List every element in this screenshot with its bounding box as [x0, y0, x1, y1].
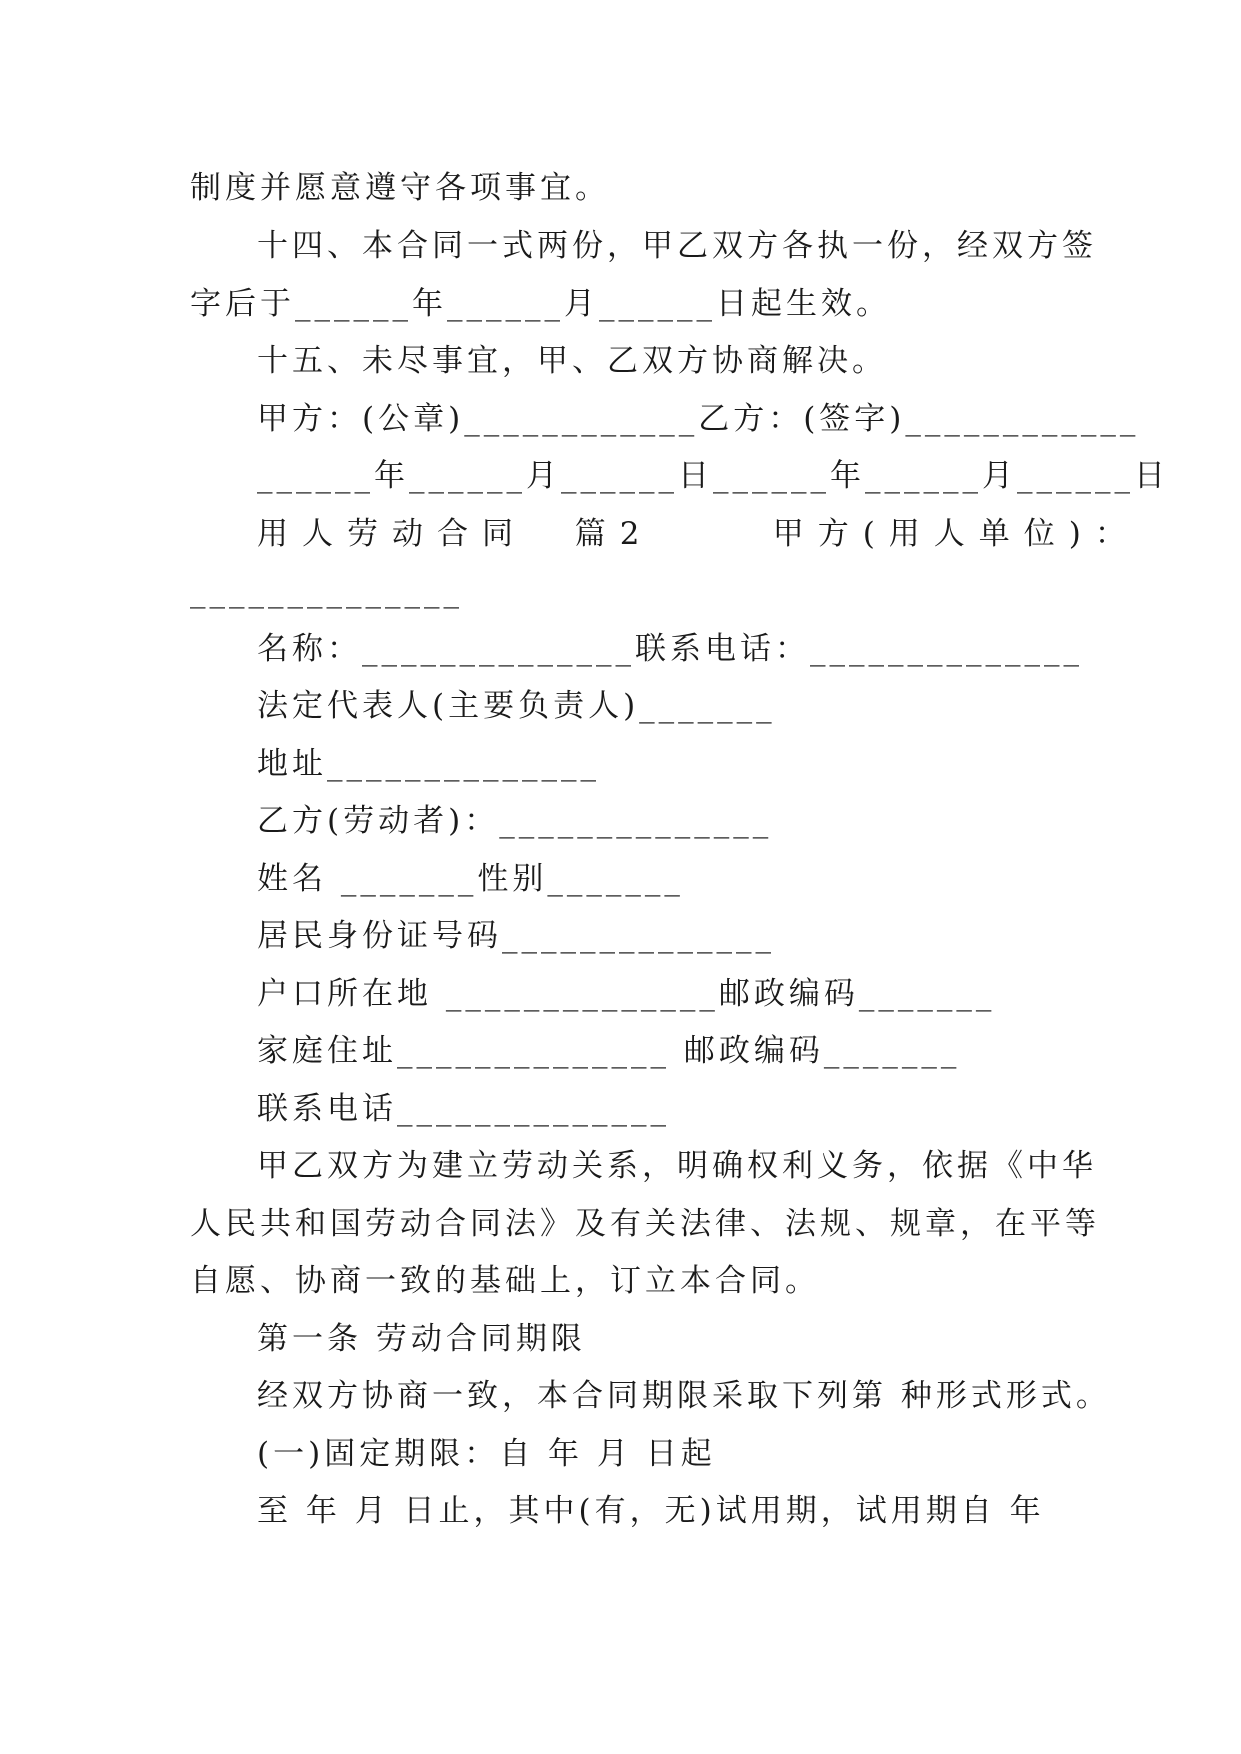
form-field-line: 姓名 _______性别_______ [257, 861, 684, 897]
form-field-line: 地址______________ [257, 746, 600, 782]
article-heading: 第一条 劳动合同期限 [257, 1321, 586, 1357]
text-line: (一)固定期限：自 年 月 日起 [257, 1436, 716, 1472]
signature-line: 甲方：(公章)____________乙方：(签字)____________ [257, 401, 1140, 437]
text-line: ______________ [190, 573, 463, 609]
form-field-line: 联系电话______________ [257, 1091, 670, 1127]
text-line: 制度并愿意遵守各项事宜。 [190, 170, 610, 206]
text-line: 至 年 月 日止，其中(有，无)试用期，试用期自 年 [257, 1493, 1045, 1529]
form-field-line: 户口所在地 ______________邮政编码_______ [257, 976, 996, 1012]
form-field-line: 法定代表人(主要负责人)_______ [257, 688, 776, 724]
text-line: 自愿、协商一致的基础上，订立本合同。 [190, 1263, 820, 1299]
form-field-line: 名称：______________联系电话：______________ [257, 631, 1083, 667]
text-line: 经双方协商一致，本合同期限采取下列第 种形式形式。 [257, 1378, 1111, 1414]
form-field-line: 乙方(劳动者)：______________ [257, 803, 773, 839]
text-line: 十四、本合同一式两份，甲乙双方各执一份，经双方签 [257, 228, 1097, 264]
form-field-line: 家庭住址______________ 邮政编码_______ [257, 1033, 961, 1069]
text-line: 甲乙双方为建立劳动关系，明确权利义务，依据《中华 [257, 1148, 1097, 1184]
form-field-line: 居民身份证号码______________ [257, 918, 775, 954]
text-line: 十五、未尽事宜，甲、乙双方协商解决。 [257, 343, 887, 379]
text-line: 字后于______年______月______日起生效。 [190, 286, 891, 322]
section-heading: 用人劳动合同 篇2 甲方(用人单位)： [257, 516, 1140, 552]
text-line: 人民共和国劳动合同法》及有关法律、法规、规章，在平等 [190, 1206, 1100, 1242]
date-line: ______年______月______日______年______月______日 [257, 458, 1169, 494]
